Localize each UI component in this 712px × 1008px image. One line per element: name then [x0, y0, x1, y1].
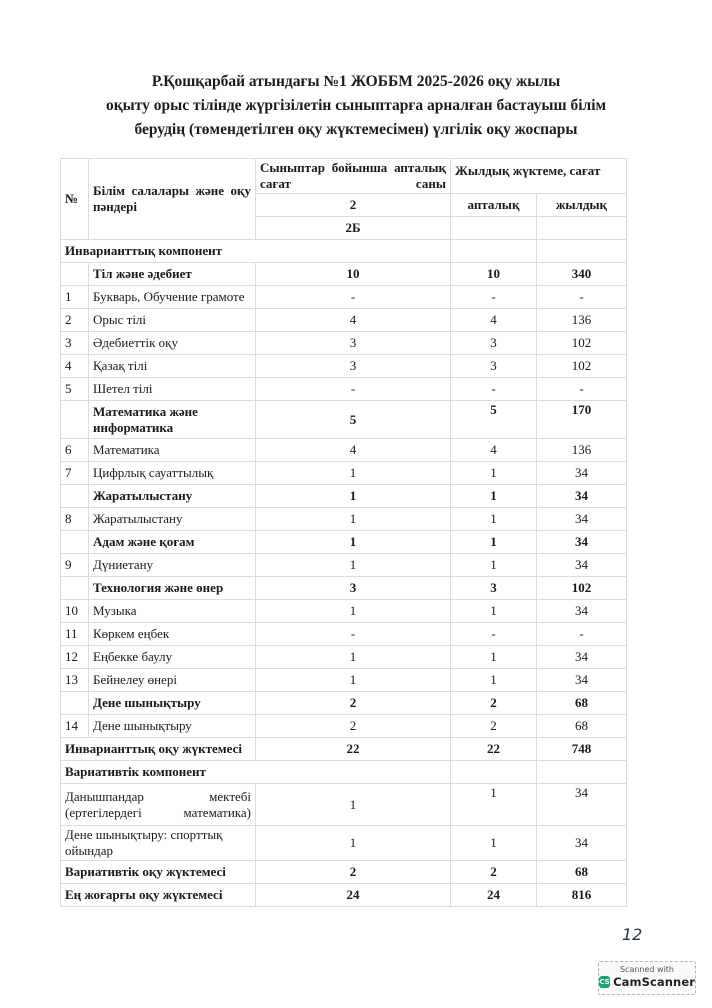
subject-area-row	[61, 401, 627, 439]
subject-name: Букварь, Обучение грамоте	[89, 286, 256, 309]
weekly-hours: 3	[451, 355, 537, 378]
subject-area-row	[61, 577, 627, 600]
document-title	[0, 70, 712, 142]
max-total-row	[61, 884, 627, 907]
row-number: 14	[61, 715, 89, 738]
class-hours: 1	[256, 554, 451, 577]
class-hours: 24	[256, 884, 451, 907]
subject-name: Математика және информатика	[89, 401, 256, 439]
class-hours: 1	[256, 485, 451, 508]
weekly-hours: 5	[451, 401, 537, 439]
weekly-hours: 1	[451, 508, 537, 531]
class-hours: 1	[256, 508, 451, 531]
header-grade: 2	[256, 194, 451, 217]
subject-name: Еңбекке баулу	[89, 646, 256, 669]
yearly-hours: 170	[537, 401, 627, 439]
subject-name: Бейнелеу өнері	[89, 669, 256, 692]
subject-row	[61, 554, 627, 577]
header-class: 2Б	[256, 217, 451, 240]
yearly-hours: 34	[537, 531, 627, 554]
yearly-hours: 102	[537, 332, 627, 355]
invariant-label: Инварианттық компонент	[61, 240, 451, 263]
weekly-hours: 1	[451, 784, 537, 826]
yearly-hours: 34	[537, 508, 627, 531]
class-hours: -	[256, 378, 451, 401]
subject-name: Технология және өнер	[89, 577, 256, 600]
class-hours: 5	[256, 401, 451, 439]
subject-area-row	[61, 263, 627, 286]
row-number	[61, 401, 89, 439]
subject-area-row	[61, 692, 627, 715]
weekly-hours: 1	[451, 646, 537, 669]
subject-row	[61, 462, 627, 485]
yearly-hours: 136	[537, 439, 627, 462]
weekly-hours: -	[451, 623, 537, 646]
subject-name: Дене шынықтыру	[89, 715, 256, 738]
variative-label: Вариативтік компонент	[61, 761, 451, 784]
class-hours: 1	[256, 531, 451, 554]
yearly-hours: 68	[537, 715, 627, 738]
row-number	[61, 692, 89, 715]
row-number	[61, 531, 89, 554]
yearly-hours: 34	[537, 554, 627, 577]
yearly-hours: 34	[537, 485, 627, 508]
row-number: 1	[61, 286, 89, 309]
header-row	[61, 159, 627, 194]
weekly-hours: 10	[451, 263, 537, 286]
subject-row	[61, 508, 627, 531]
row-number: 4	[61, 355, 89, 378]
class-hours: 10	[256, 263, 451, 286]
row-number: 12	[61, 646, 89, 669]
subject-name: Цифрлық сауаттылық	[89, 462, 256, 485]
camscanner-watermark	[598, 961, 696, 995]
row-number: 7	[61, 462, 89, 485]
weekly-hours: 1	[451, 554, 537, 577]
weekly-hours: 3	[451, 332, 537, 355]
class-hours: 3	[256, 355, 451, 378]
title-line-3: берудің (төмендетілген оқу жүктемесімен) үлгілік оқу жоспары	[134, 121, 578, 138]
row-number: 9	[61, 554, 89, 577]
weekly-hours: 1	[451, 462, 537, 485]
subject-row	[61, 715, 627, 738]
weekly-hours: 4	[451, 309, 537, 332]
empty-cell	[537, 217, 627, 240]
subject-name: Музыка	[89, 600, 256, 623]
weekly-hours: 24	[451, 884, 537, 907]
yearly-hours: 136	[537, 309, 627, 332]
yearly-hours: 748	[537, 738, 627, 761]
yearly-hours: 34	[537, 646, 627, 669]
weekly-hours: -	[451, 286, 537, 309]
invariant-total-row	[61, 738, 627, 761]
variative-subject-row	[61, 784, 627, 826]
row-number: 2	[61, 309, 89, 332]
yearly-hours: 34	[537, 462, 627, 485]
row-number: 5	[61, 378, 89, 401]
subject-name: Жаратылыстану	[89, 508, 256, 531]
header-weekly: апталық	[451, 194, 537, 217]
subject-name: Қазақ тілі	[89, 355, 256, 378]
class-hours: 2	[256, 861, 451, 884]
total-label: Ең жоғарғы оқу жүктемесі	[61, 884, 256, 907]
row-number: 13	[61, 669, 89, 692]
weekly-hours: 1	[451, 600, 537, 623]
subject-name: Шетел тілі	[89, 378, 256, 401]
yearly-hours: -	[537, 286, 627, 309]
subject-row	[61, 309, 627, 332]
row-number: 11	[61, 623, 89, 646]
subject-row	[61, 286, 627, 309]
class-hours: 1	[256, 462, 451, 485]
variative-subject-row	[61, 826, 627, 861]
row-number	[61, 263, 89, 286]
subject-name: Жаратылыстану	[89, 485, 256, 508]
class-hours: -	[256, 623, 451, 646]
header-num: №	[61, 159, 89, 240]
page-number: 12	[622, 925, 643, 944]
subject-row	[61, 669, 627, 692]
weekly-hours: -	[451, 378, 537, 401]
class-hours: 4	[256, 439, 451, 462]
yearly-hours: 68	[537, 861, 627, 884]
subject-row	[61, 355, 627, 378]
class-hours: 1	[256, 646, 451, 669]
weekly-hours: 1	[451, 531, 537, 554]
camscanner-logo-icon: CS	[599, 978, 610, 986]
empty-cell	[451, 217, 537, 240]
yearly-hours: 816	[537, 884, 627, 907]
title-line-1: Р.Қошқарбай атындағы №1 ЖОББМ 2025-2026 оқу жылы	[151, 73, 561, 90]
curriculum-table	[60, 158, 627, 907]
header-annual-load: Жылдық жүктеме, сағат	[451, 159, 627, 194]
subject-name: Адам және қоғам	[89, 531, 256, 554]
subject-row	[61, 623, 627, 646]
weekly-hours: 1	[451, 485, 537, 508]
subject-name: Әдебиеттік оқу	[89, 332, 256, 355]
class-hours: 22	[256, 738, 451, 761]
yearly-hours: 34	[537, 784, 627, 826]
class-hours: 4	[256, 309, 451, 332]
yearly-hours: 102	[537, 577, 627, 600]
class-hours: 1	[256, 826, 451, 861]
yearly-hours: 102	[537, 355, 627, 378]
subject-area-row	[61, 531, 627, 554]
header-subject: Білім салалары және оқу пәндері	[89, 159, 256, 240]
weekly-hours: 3	[451, 577, 537, 600]
row-number	[61, 485, 89, 508]
watermark-text: Scanned with	[619, 965, 675, 974]
header-yearly: жылдық	[537, 194, 627, 217]
subject-name: Данышпандар мектебі (ертегілердегі математика)	[61, 784, 256, 826]
class-hours: 2	[256, 715, 451, 738]
watermark-brand: CamScanner	[613, 975, 695, 989]
row-number: 3	[61, 332, 89, 355]
row-number: 6	[61, 439, 89, 462]
weekly-hours: 2	[451, 715, 537, 738]
weekly-hours: 4	[451, 439, 537, 462]
subject-name: Тіл және әдебиет	[89, 263, 256, 286]
weekly-hours: 22	[451, 738, 537, 761]
empty-cell	[451, 761, 537, 784]
class-hours: 3	[256, 332, 451, 355]
class-hours: 2	[256, 692, 451, 715]
invariant-section-row	[61, 240, 627, 263]
class-hours: 1	[256, 600, 451, 623]
class-hours: 1	[256, 784, 451, 826]
empty-cell	[537, 240, 627, 263]
total-label: Инварианттық оқу жүктемесі	[61, 738, 256, 761]
subject-row	[61, 600, 627, 623]
weekly-hours: 2	[451, 692, 537, 715]
row-number: 8	[61, 508, 89, 531]
yearly-hours: -	[537, 623, 627, 646]
subject-name: Математика	[89, 439, 256, 462]
title-line-2: оқыту орыс тілінде жүргізілетін сыныптарға арналған бастауыш білім	[105, 97, 607, 114]
weekly-hours: 2	[451, 861, 537, 884]
row-number: 10	[61, 600, 89, 623]
empty-cell	[451, 240, 537, 263]
total-label: Вариативтік оқу жүктемесі	[61, 861, 256, 884]
class-hours: 1	[256, 669, 451, 692]
subject-name: Көркем еңбек	[89, 623, 256, 646]
row-number	[61, 577, 89, 600]
weekly-hours: 1	[451, 669, 537, 692]
yearly-hours: -	[537, 378, 627, 401]
class-hours: 3	[256, 577, 451, 600]
weekly-hours: 1	[451, 826, 537, 861]
subject-row	[61, 439, 627, 462]
class-hours: -	[256, 286, 451, 309]
subject-name: Орыс тілі	[89, 309, 256, 332]
yearly-hours: 68	[537, 692, 627, 715]
yearly-hours: 34	[537, 669, 627, 692]
yearly-hours: 34	[537, 600, 627, 623]
empty-cell	[537, 761, 627, 784]
subject-name: Дүниетану	[89, 554, 256, 577]
subject-area-row	[61, 485, 627, 508]
subject-name: Дене шынықтыру	[89, 692, 256, 715]
subject-row	[61, 646, 627, 669]
subject-row	[61, 378, 627, 401]
yearly-hours: 34	[537, 826, 627, 861]
subject-name: Дене шынықтыру: спорттық ойындар	[61, 826, 256, 861]
variative-section-row	[61, 761, 627, 784]
header-weekly-by-class: Сыныптар бойынша апталық сағат саны	[256, 159, 451, 194]
variative-total-row	[61, 861, 627, 884]
subject-row	[61, 332, 627, 355]
yearly-hours: 340	[537, 263, 627, 286]
